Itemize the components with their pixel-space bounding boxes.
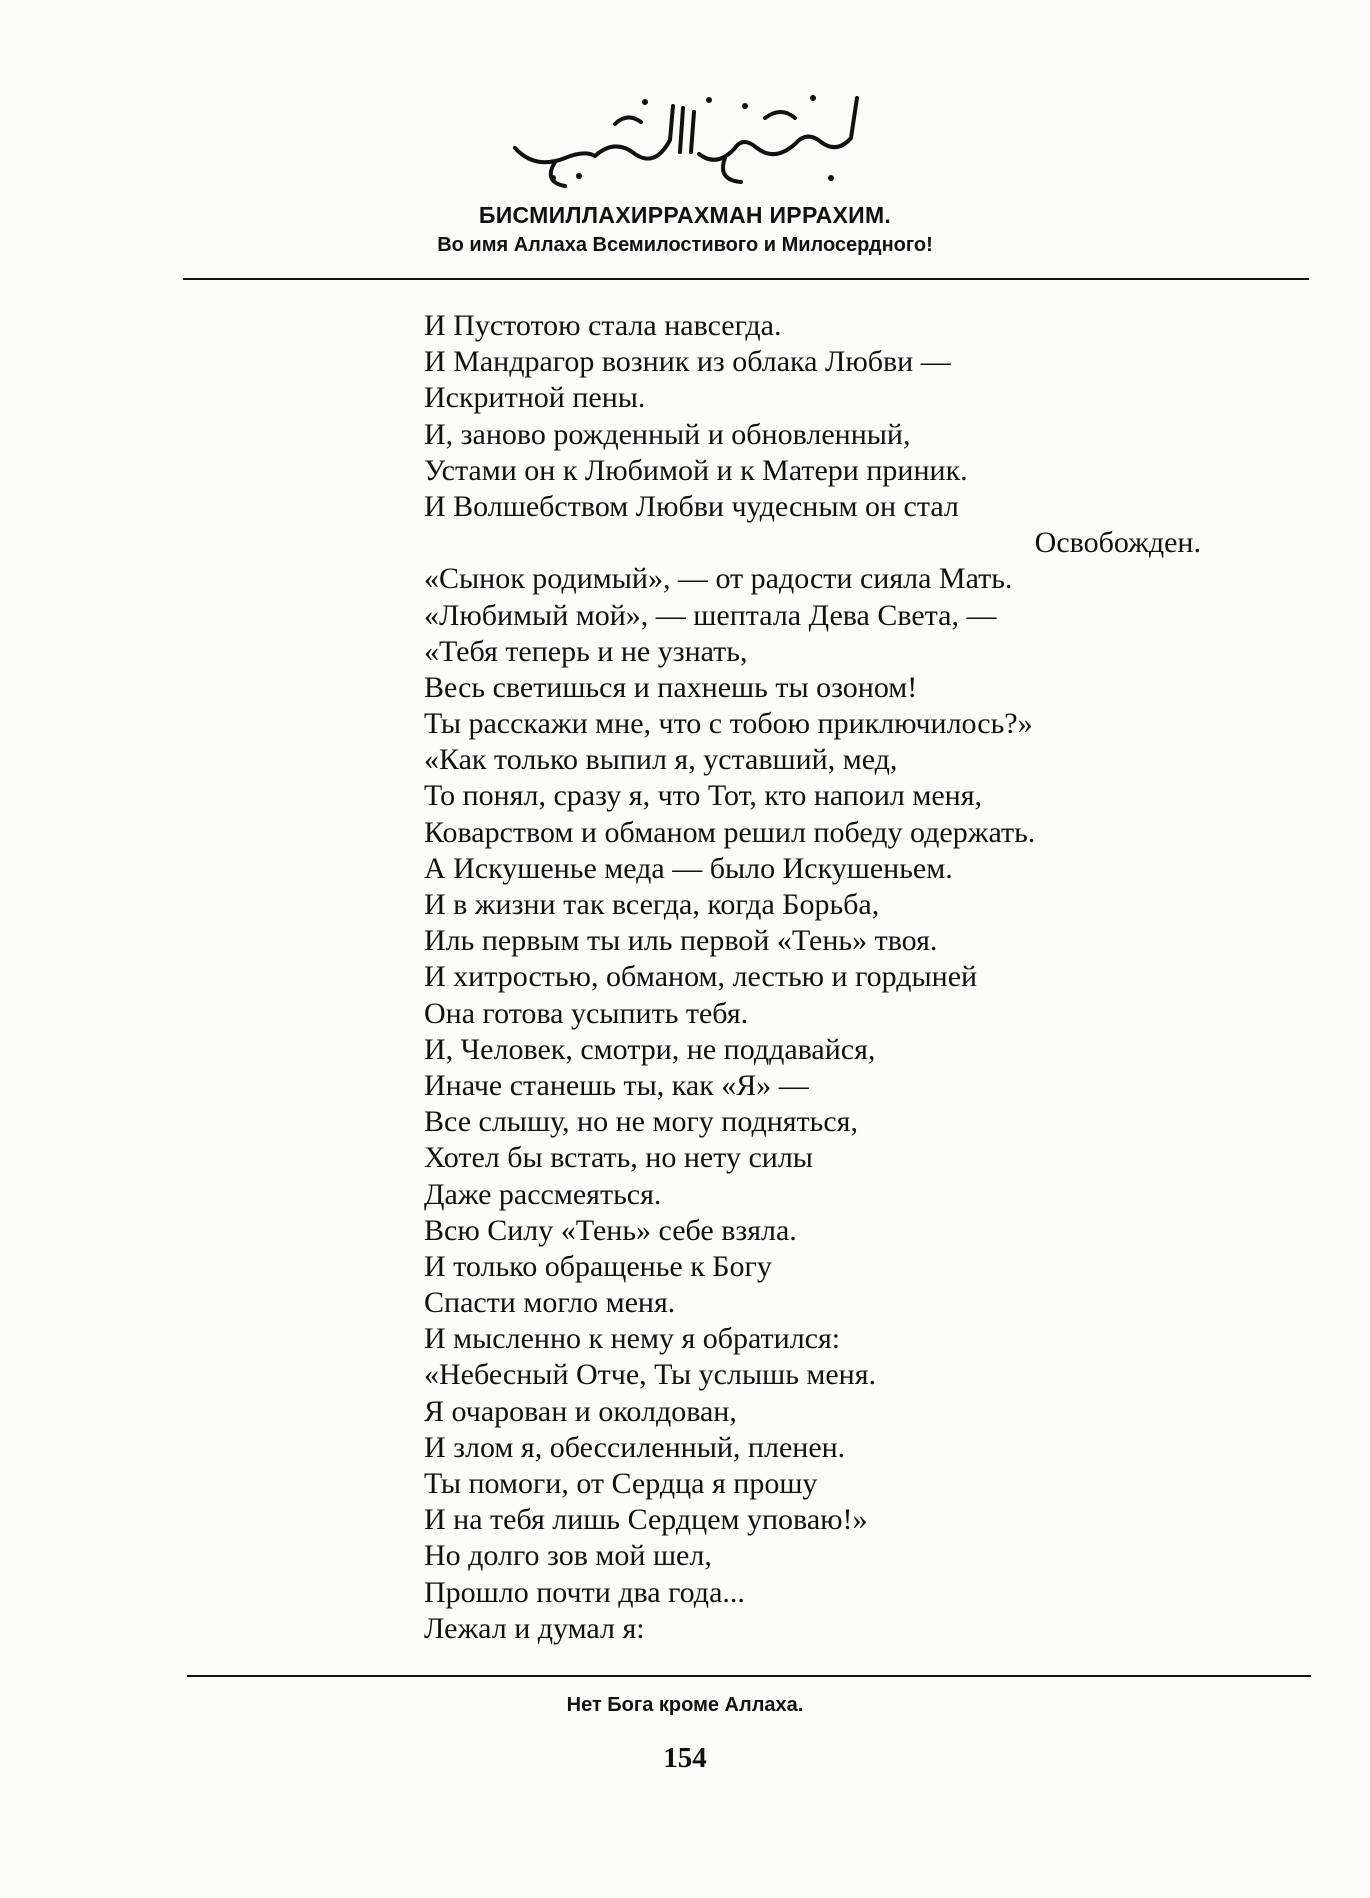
poem-line: Устами он к Любимой и к Матери приник.	[424, 453, 968, 487]
poem-line: Весь светишься и пахнешь ты озоном!	[424, 670, 918, 704]
poem-line: Хотел бы встать, но нету силы	[424, 1141, 813, 1175]
poem-line: И Волшебством Любви чудесным он стал	[424, 489, 959, 523]
poem-line: И Пустотою стала навсегда.	[424, 309, 782, 342]
poem-line: Спасти могло меня.	[424, 1286, 676, 1320]
poem-text	[424, 308, 1204, 1647]
page-number: 154	[663, 1742, 707, 1774]
header-divider	[183, 278, 1309, 280]
footer-divider	[187, 1675, 1311, 1677]
poem-line: «Любимый мой», — шептала Дева Света, —	[424, 598, 997, 632]
poem-line: «Как только выпил я, уставший, мед,	[424, 743, 898, 777]
poem-line: «Небесный Отче, Ты услышь меня.	[424, 1358, 877, 1392]
poem-line: Коварством и обманом решил победу одержать.	[424, 815, 1036, 849]
poem-line: Я очарован и околдован,	[424, 1394, 737, 1428]
poem-line: Даже рассмеяться.	[424, 1177, 662, 1211]
poem-line: Искритной пены.	[424, 381, 646, 415]
poem-line: И хитростью, обманом, лестью и гордыней	[424, 960, 978, 994]
poem-line: И Мандрагор возник из облака Любви —	[424, 345, 951, 379]
poem-line: Иль первым ты иль первой «Тень» твоя.	[424, 924, 938, 958]
poem-line: Но долго зов мой шел,	[424, 1539, 712, 1573]
poem-line: Она готова усыпить тебя.	[424, 996, 749, 1030]
poem-line: И злом я, обессиленный, пленен.	[424, 1430, 846, 1464]
basmala-calligraphy-image	[495, 78, 875, 198]
header-title: БИСМИЛЛАХИРРАХМАН ИРРАХИМ.	[478, 202, 892, 228]
poem-line: Ты расскажи мне, что с тобою приключилось?»	[424, 707, 1033, 741]
poem-line: Иначе станешь ты, как «Я» —	[424, 1068, 809, 1102]
poem-line: И, Человек, смотри, не поддавайся,	[424, 1032, 876, 1066]
header-subtitle: Во имя Аллаха Всемилостивого и Милосердного!	[437, 234, 933, 256]
poem-line: Всю Силу «Тень» себе взяла.	[424, 1213, 797, 1247]
poem-line: Все слышу, но не могу подняться,	[424, 1105, 858, 1139]
footer-text: Нет Бога кроме Аллаха.	[566, 1694, 804, 1716]
poem-line: Лежал и думал я:	[424, 1611, 645, 1645]
poem-line: «Сынок родимый», — от радости сияла Мать.	[424, 562, 1013, 596]
poem-line: И только обращенье к Богу	[424, 1249, 772, 1283]
poem-line: То понял, сразу я, что Тот, кто напоил меня,	[424, 779, 983, 813]
poem-line: Прошло почти два года...	[424, 1575, 745, 1609]
poem-line: «Тебя теперь и не узнать,	[424, 634, 748, 668]
poem-line: Ты помоги, от Сердца я прошу	[424, 1467, 818, 1500]
poem-line: И в жизни так всегда, когда Борьба,	[424, 888, 880, 921]
poem-line: И, заново рожденный и обновленный,	[424, 417, 911, 451]
poem-line: И на тебя лишь Сердцем уповаю!»	[424, 1503, 868, 1537]
poem-line: А Искушенье меда — было Искушеньем.	[424, 851, 953, 885]
poem-line: И мысленно к нему я обратился:	[424, 1322, 841, 1356]
basmala-calligraphy	[0, 78, 1370, 198]
poem-line: Освобожден.	[1034, 526, 1201, 560]
